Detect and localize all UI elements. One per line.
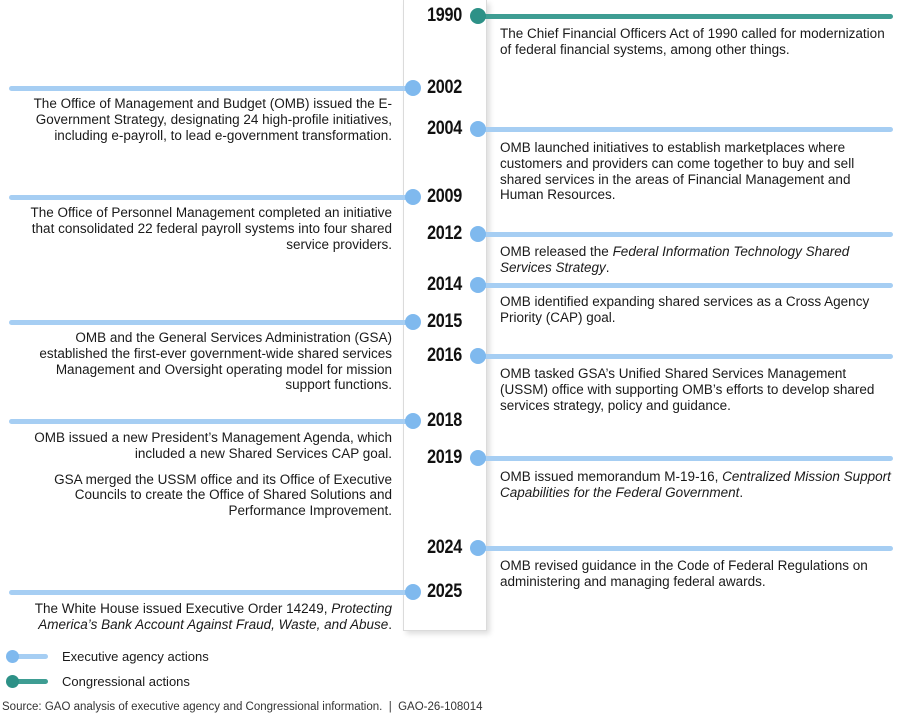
legend-label: Executive agency actions bbox=[62, 648, 209, 664]
legend-dot-swatch bbox=[6, 675, 19, 688]
legend-congressional-line-icon bbox=[6, 674, 50, 688]
timeline-connector-2024 bbox=[478, 546, 893, 551]
timeline-connector-2012 bbox=[478, 232, 893, 237]
event-description-2016: OMB tasked GSA’s Unified Shared Services Management (USSM) office with supporting OMB’s efforts to develop shared services strategy, policy and guidance. bbox=[500, 366, 875, 413]
event-description-2012: OMB released the Federal Information Technology Shared Services Strategy. bbox=[500, 244, 850, 275]
event-description-2018: OMB issued a new President’s Management Agenda, which included a new Shared Services CAP goal. GSA merged the USSM office and its Office of Executive Councils to create the Office of Shared Solutions and Performance Improvement. bbox=[34, 430, 392, 519]
timeline-dot-2024 bbox=[470, 540, 486, 556]
legend-label: Congressional actions bbox=[62, 673, 190, 689]
event-description-1990: The Chief Financial Officers Act of 1990 called for modernization of federal financial systems, among other things. bbox=[500, 26, 885, 57]
timeline-connector-2016 bbox=[478, 354, 893, 359]
year-label-2015: 2015 bbox=[427, 311, 463, 332]
timeline-dot-2015 bbox=[405, 314, 421, 330]
event-description-2019: OMB issued memorandum M-19-16, Centralized Mission Support Capabilities for the Federal Government. bbox=[500, 469, 891, 500]
legend-item-executive bbox=[6, 648, 209, 664]
year-label-2014: 2014 bbox=[427, 274, 463, 295]
legend-dot-swatch bbox=[6, 650, 19, 663]
timeline-dot-2004 bbox=[470, 121, 486, 137]
legend-item-congressional bbox=[6, 673, 190, 689]
event-description-2002: The Office of Management and Budget (OMB) issued the E-Government Strategy, designating 24 high-profile initiatives, including e-payroll, to lead e-government transformation. bbox=[33, 96, 392, 143]
timeline-dot-2014 bbox=[470, 277, 486, 293]
year-label-2019: 2019 bbox=[427, 447, 463, 468]
year-label-2002: 2002 bbox=[427, 77, 463, 98]
timeline-connector-2004 bbox=[478, 127, 893, 132]
timeline-dot-2012 bbox=[470, 226, 486, 242]
timeline-connector-2018 bbox=[9, 419, 413, 424]
year-label-1990: 1990 bbox=[427, 5, 463, 26]
timeline-dot-2019 bbox=[470, 450, 486, 466]
timeline-dot-2009 bbox=[405, 189, 421, 205]
timeline-connector-2019 bbox=[478, 456, 893, 461]
timeline-dot-2016 bbox=[470, 348, 486, 364]
event-description-2024: OMB revised guidance in the Code of Federal Regulations on administering and managing federal awards. bbox=[500, 558, 868, 589]
timeline-dot-2002 bbox=[405, 80, 421, 96]
year-label-2018: 2018 bbox=[427, 410, 463, 431]
event-description-2015: OMB and the General Services Administration (GSA) established the first-ever government-wide shared services Management and Oversight operating model for mission support functions. bbox=[39, 330, 392, 393]
timeline-connector-2025 bbox=[9, 590, 413, 595]
year-label-2016: 2016 bbox=[427, 345, 463, 366]
timeline-dot-1990 bbox=[470, 8, 486, 24]
timeline-dot-2025 bbox=[405, 584, 421, 600]
source-note: Source: GAO analysis of executive agency and Congressional information. | GAO-26-108014 bbox=[2, 701, 483, 713]
timeline-connector-2002 bbox=[9, 86, 413, 91]
year-label-2004: 2004 bbox=[427, 118, 463, 139]
timeline-connector-2014 bbox=[478, 283, 893, 288]
timeline-connector-1990 bbox=[478, 14, 893, 19]
year-label-2009: 2009 bbox=[427, 186, 463, 207]
timeline-connector-2015 bbox=[9, 320, 413, 325]
event-description-2025: The White House issued Executive Order 14249, Protecting America’s Bank Account Against Fraud, Waste, and Abuse. bbox=[34, 601, 392, 632]
year-label-2025: 2025 bbox=[427, 581, 463, 602]
legend-executive-line-icon bbox=[6, 649, 50, 663]
event-description-2009: The Office of Personnel Management completed an initiative that consolidated 22 federal payroll systems into four shared service providers. bbox=[30, 205, 392, 252]
timeline-connector-2009 bbox=[9, 195, 413, 200]
year-label-2024: 2024 bbox=[427, 537, 463, 558]
timeline-dot-2018 bbox=[405, 413, 421, 429]
year-label-2012: 2012 bbox=[427, 223, 463, 244]
event-description-2004: OMB launched initiatives to establish marketplaces where customers and providers can come together to buy and sell shared services in the areas of Financial Management and Human Resources. bbox=[500, 140, 855, 203]
event-description-2014: OMB identified expanding shared services as a Cross Agency Priority (CAP) goal. bbox=[500, 294, 870, 325]
